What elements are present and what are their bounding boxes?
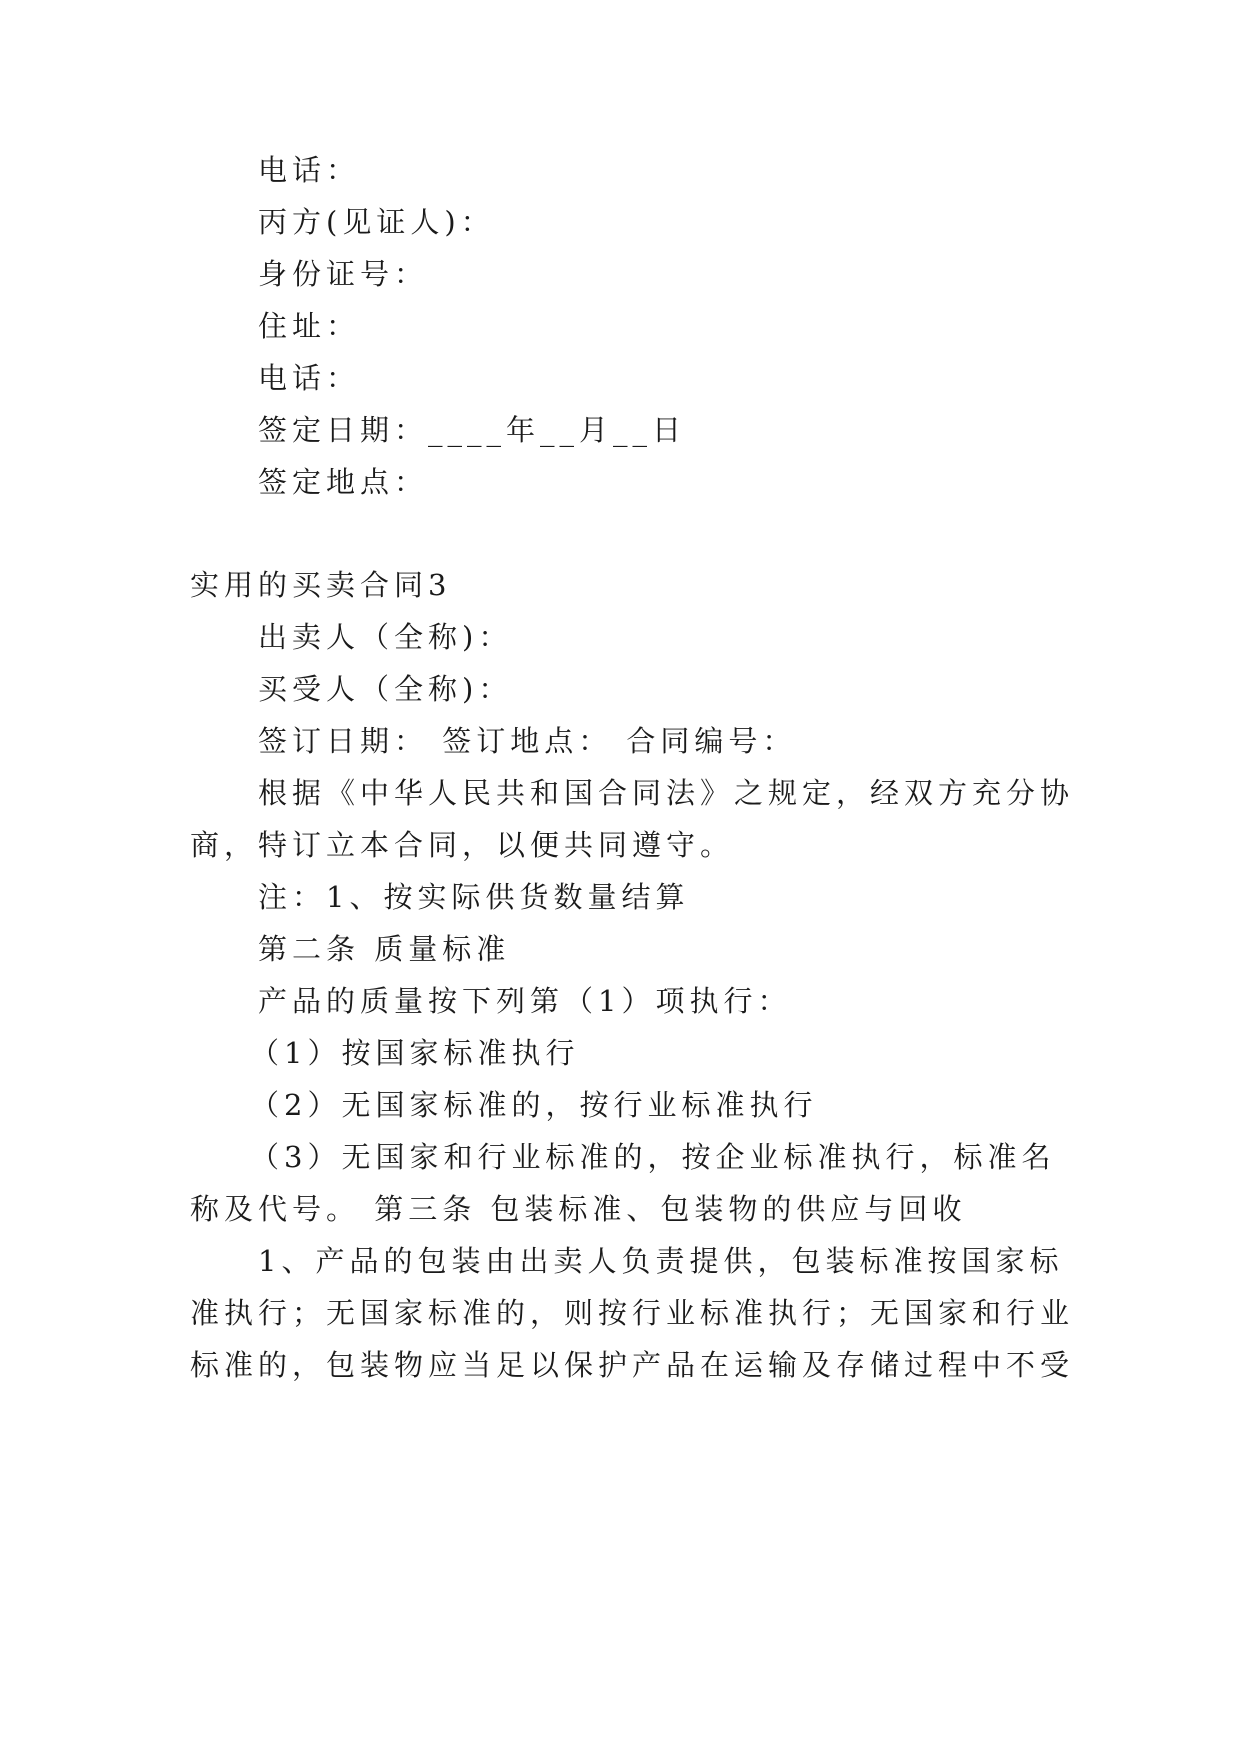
buyer-label: 买受人（全称)： — [258, 672, 513, 706]
note-line: 注：1、按实际供货数量结算 — [258, 880, 690, 914]
quality-item-3-line-2: 称及代号。 第三条 包装标准、包装物的供应与回收 — [190, 1192, 967, 1226]
party-c-label: 丙方(见证人)： — [258, 205, 495, 239]
id-number-label: 身份证号： — [258, 257, 429, 291]
article-2-text: 产品的质量按下列第（1）项执行： — [258, 984, 792, 1018]
phone-label-2: 电话： — [258, 361, 361, 395]
seller-label: 出卖人（全称)： — [258, 620, 513, 654]
section-heading: 实用的买卖合同3 — [190, 568, 452, 602]
intro-paragraph-line-2: 商，特订立本合同，以便共同遵守。 — [190, 828, 735, 862]
quality-item-3-line-1: （3）无国家和行业标准的，按企业标准执行，标准名 — [250, 1140, 1056, 1174]
phone-label-1: 电话： — [258, 153, 361, 187]
sign-info-line: 签订日期： 签订地点： 合同编号： — [258, 724, 797, 758]
quality-item-2: （2）无国家标准的，按行业标准执行 — [250, 1088, 818, 1122]
intro-paragraph-line-1: 根据《中华人民共和国合同法》之规定，经双方充分协 — [258, 776, 1075, 810]
packaging-paragraph-line-2: 准执行；无国家标准的，则按行业标准执行；无国家和行业 — [190, 1296, 1075, 1330]
sign-date-label: 签定日期：____年__月__日 — [258, 413, 687, 447]
quality-item-1: （1）按国家标准执行 — [250, 1036, 580, 1070]
packaging-paragraph-line-3: 标准的，包装物应当足以保护产品在运输及存储过程中不受 — [190, 1348, 1075, 1382]
article-2-title: 第二条 质量标准 — [258, 932, 511, 966]
address-label: 住址： — [258, 309, 361, 343]
sign-place-label: 签定地点： — [258, 465, 429, 499]
packaging-paragraph-line-1: 1、产品的包装由出卖人负责提供，包装标准按国家标 — [258, 1244, 1064, 1278]
